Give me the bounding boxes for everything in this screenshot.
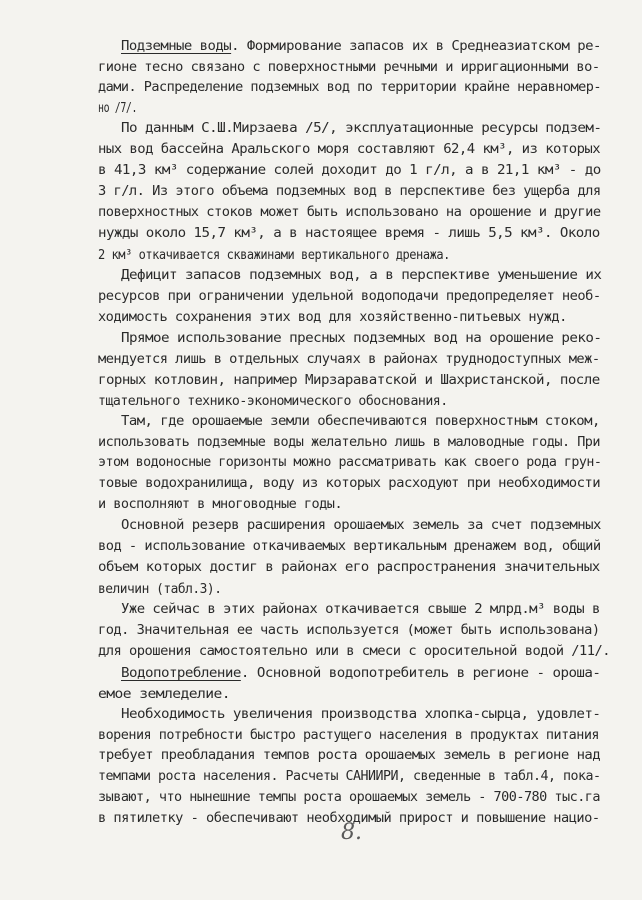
- line-text: ресурсов при ограничении удельной водоподачи предопределяет необ-: [98, 289, 601, 304]
- line-text: величин (табл.3).: [98, 582, 222, 597]
- line-text: Дефицит запасов подземных вод, а в перспективе уменьшение их: [121, 268, 602, 283]
- line-text: Необходимость увеличения производства хлопка-сырца, удовлет-: [121, 707, 601, 722]
- line-text: емое земледелие.: [98, 687, 231, 702]
- text-line: [98, 748, 600, 770]
- text-line: [98, 644, 610, 666]
- text-line: [98, 226, 600, 248]
- paragraph-first-line: [121, 121, 601, 143]
- text-line: [98, 455, 601, 477]
- text-line: [98, 539, 601, 561]
- text-line: [98, 435, 600, 457]
- paragraph-first-line: [121, 602, 600, 624]
- line-text: ходимость сохранения этих вод для хозяйственно-питьевых нужд.: [98, 310, 567, 325]
- line-text: ных вод бассейна Аральского моря составляют 62,4 км³, из которых: [98, 142, 601, 157]
- line-text: 2 км³ откачивается скважинами вертикального дренажа.: [98, 248, 450, 263]
- line-text: требует преобладания темпов роста орошаемых земель в регионе над: [98, 748, 601, 763]
- text-line: [98, 248, 450, 270]
- text-line: [98, 394, 448, 416]
- line-text: но /7/.: [98, 101, 138, 116]
- text-line: [98, 623, 600, 645]
- text-line: [98, 728, 599, 750]
- line-text: в пятилетку - обеспечивают необходимый прирост и повышение нацио-: [98, 811, 600, 826]
- line-text: гионе тесно связано с поверхностными речными и ирригационными во-: [98, 60, 600, 75]
- line-text: Прямое использование пресных подземных вод на орошение реко-: [121, 331, 602, 346]
- line-text: в 41,3 км³ содержание солей доходит до 1 г/л, а в 21,1 км³ - до: [98, 163, 601, 178]
- line-text: нужды около 15,7 км³, а в настоящее время - лишь 5,5 км³. Около: [98, 226, 600, 241]
- text-line: [98, 142, 600, 164]
- line-text: Там, где орошаемые земли обеспечиваются поверхностным стоком,: [121, 414, 600, 429]
- line-text: По данным С.Ш.Мирзаева /5/, эксплуатационные ресурсы подзем-: [121, 121, 602, 136]
- line-text: . Основной водопотребитель в регионе - ороша-: [240, 666, 601, 681]
- line-text: . Формирование запасов их в Среднеазиатском ре-: [231, 39, 601, 54]
- text-line: [98, 476, 600, 498]
- paragraph-first-line: [121, 414, 600, 436]
- line-text: год. Значительная ее часть используется (может быть использована): [98, 623, 600, 638]
- line-text: для орошения самостоятельно или в смеси с оросительной водой /11/.: [98, 644, 611, 659]
- line-text: и восполняют в многоводные годы.: [98, 497, 343, 512]
- section-heading: Водопотребление: [121, 666, 241, 681]
- text-line: [98, 687, 230, 709]
- line-text: этом водоносные горизонты можно рассматривать как своего рода грун-: [98, 455, 602, 470]
- text-line: [98, 80, 601, 102]
- text-line: [98, 310, 567, 332]
- paragraph-first-line: [121, 666, 600, 688]
- line-text: темпами роста населения. Расчеты САНИИРИ, сведенные в табл.4, пока-: [98, 769, 601, 784]
- text-line: [98, 582, 221, 604]
- text-line: [98, 205, 601, 227]
- line-text: Уже сейчас в этих районах откачивается свыше 2 млрд.м³ воды в: [121, 602, 600, 617]
- line-text: объем которых достиг в районах его распространения значительных: [98, 560, 600, 575]
- text-line: [98, 289, 601, 311]
- paragraph-first-line: [121, 39, 601, 61]
- text-line: [98, 60, 600, 82]
- line-text: использовать подземные воды желательно лишь в маловодные годы. При: [98, 435, 601, 450]
- text-line: [98, 790, 600, 812]
- line-text: товые водохранилища, воду из которых расходуют при необходимости: [98, 476, 601, 491]
- line-text: зывают, что нынешние темпы роста орошаемых земель - 700-780 тыс.га: [98, 790, 601, 805]
- section-heading: Подземные воды: [121, 39, 232, 54]
- line-text: тщательного технико-экономического обоснования.: [98, 394, 448, 409]
- text-line: [98, 163, 601, 185]
- page-number: 8.: [341, 820, 362, 845]
- paragraph-first-line: [121, 518, 601, 540]
- paragraph-first-line: [121, 331, 601, 353]
- line-text: дами. Распределение подземных вод по территории крайне неравномер-: [98, 80, 601, 95]
- text-line: [98, 373, 600, 395]
- paragraph-first-line: [121, 707, 600, 729]
- line-text: поверхностных стоков может быть использовано на орошение и другие: [98, 205, 601, 220]
- line-text: мендуется лишь в отдельных случаях в районах труднодоступных меж-: [98, 352, 600, 367]
- text-line: [98, 560, 600, 582]
- line-text: ворения потребности быстро растущего населения в продуктах питания: [98, 728, 600, 743]
- line-text: Основной резерв расширения орошаемых земель за счет подземных: [121, 518, 601, 533]
- text-line: [98, 769, 600, 791]
- text-line: [98, 101, 137, 123]
- line-text: 3 г/л. Из этого объема подземных вод в перспективе без ущерба для: [98, 184, 601, 199]
- line-text: вод - использование откачиваемых вертикальным дренажем вод, общий: [98, 539, 601, 554]
- line-text: горных котловин, например Мирзараватской и Шахристанской, после: [98, 373, 600, 388]
- text-line: [98, 184, 601, 206]
- text-line: [98, 497, 342, 519]
- paragraph-first-line: [121, 268, 601, 290]
- text-line: [98, 352, 600, 374]
